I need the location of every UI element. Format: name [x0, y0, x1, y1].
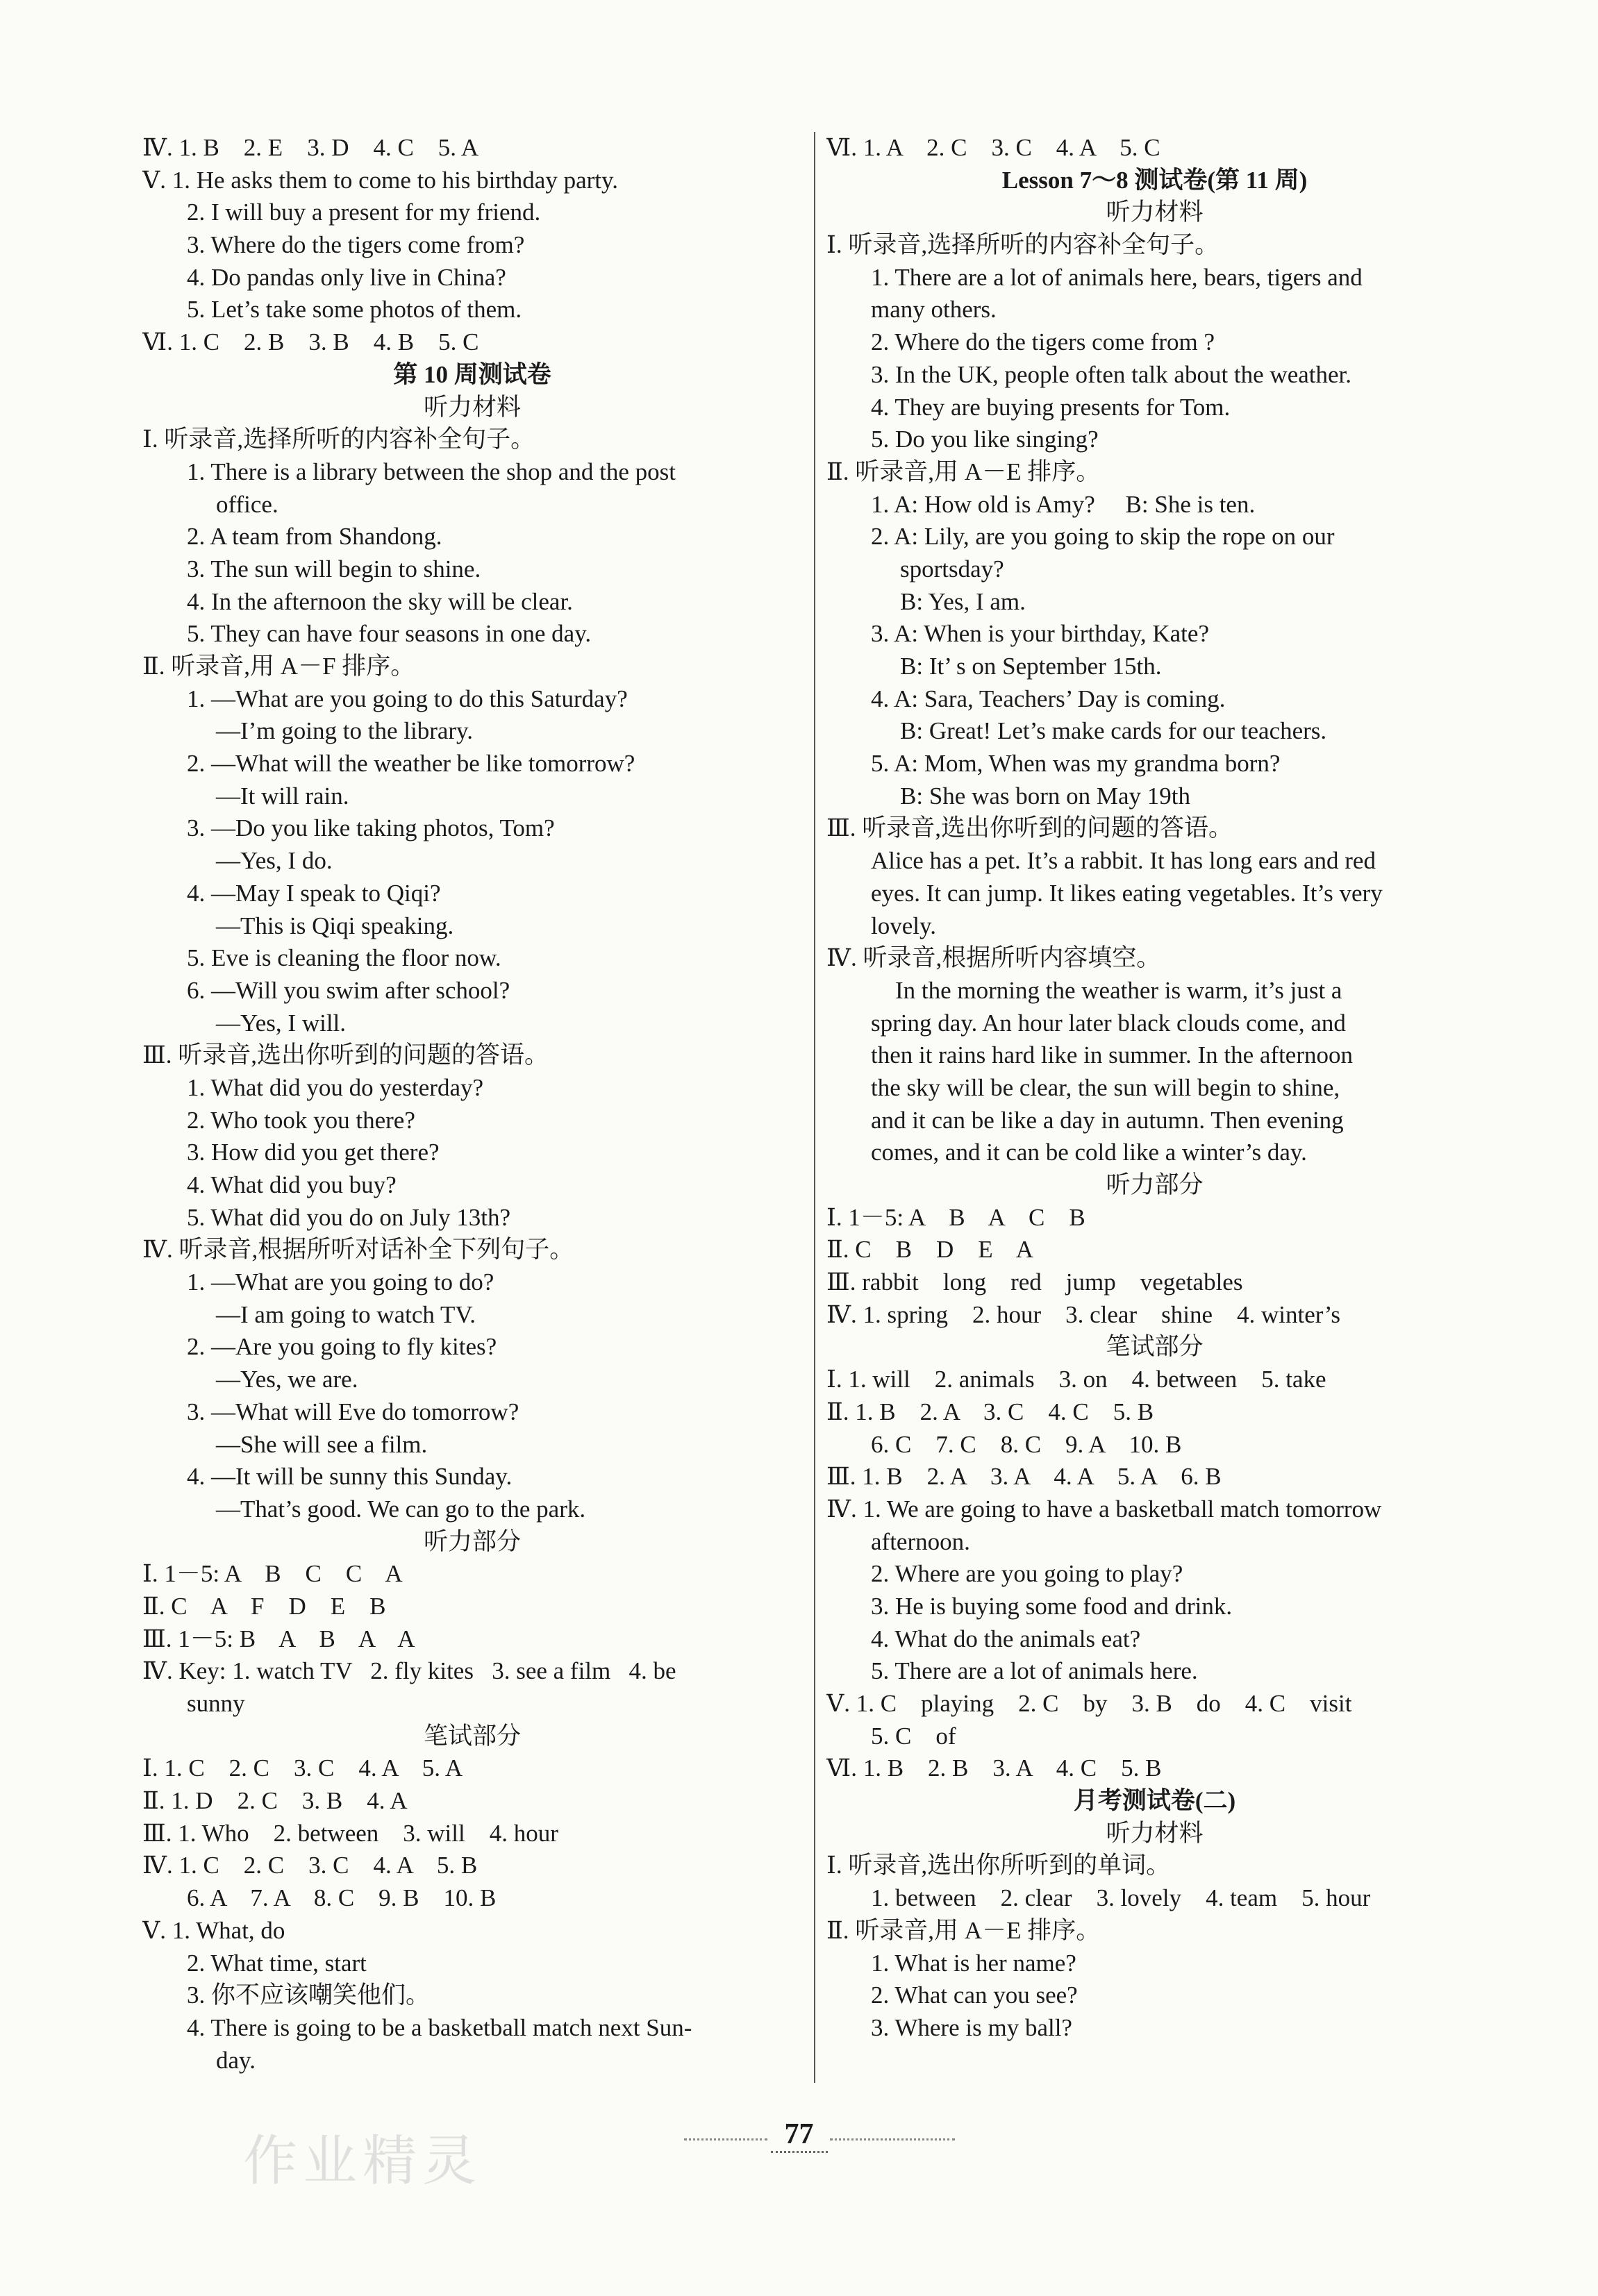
text-line: Ⅵ. 1. B 2. B 3. A 4. C 5. B	[826, 1754, 1162, 1782]
text-line: Ⅳ. 听录音,根据所听内容填空。	[826, 944, 1161, 972]
text-line: 4. In the afternoon the sky will be clear.	[187, 587, 573, 615]
text-line: B: It’ s on September 15th.	[900, 653, 1162, 680]
section-heading: 听力部分	[423, 1527, 521, 1555]
section-heading: 月考测试卷(二)	[1073, 1787, 1236, 1815]
text-line: 3. The sun will begin to shine.	[187, 555, 481, 583]
text-line: 1. —What are you going to do?	[187, 1268, 494, 1296]
text-line: B: Yes, I am.	[900, 587, 1026, 615]
text-line: 3. —Do you like taking photos, Tom?	[187, 814, 555, 842]
text-line: Ⅲ. 1. B 2. A 3. A 4. A 5. A 6. B	[826, 1463, 1222, 1491]
text-line: Ⅳ. 1. B 2. E 3. D 4. C 5. A	[142, 134, 479, 161]
text-line: Ⅱ. 听录音,用 A－E 排序。	[826, 1916, 1101, 1944]
text-line: Ⅴ. 1. C playing 2. C by 3. B do 4. C visit	[826, 1690, 1352, 1717]
text-line: 2. What time, start	[187, 1949, 367, 1977]
section-heading: 听力部分	[1106, 1171, 1204, 1198]
text-line: many others.	[871, 296, 997, 324]
section-heading: 第 10 周测试卷	[393, 360, 551, 388]
text-line: 1. A: How old is Amy? B: She is ten.	[871, 490, 1256, 518]
column-divider	[814, 132, 815, 2083]
text-line: —Yes, we are.	[216, 1366, 358, 1393]
text-line: —Yes, I do.	[216, 847, 333, 875]
text-line: 3. Where is my ball?	[871, 2013, 1072, 2041]
text-line: 4. They are buying presents for Tom.	[871, 393, 1231, 421]
text-line: 1. between 2. clear 3. lovely 4. team 5. hour	[871, 1884, 1371, 1912]
right-column	[826, 132, 1483, 2045]
text-line: —I’m going to the library.	[216, 717, 474, 745]
text-line: spring day. An hour later black clouds come, and	[871, 1009, 1346, 1037]
text-line: 2. I will buy a present for my friend.	[187, 199, 541, 226]
text-line: Ⅱ. C B D E A	[826, 1236, 1033, 1264]
text-line: 5. What did you do on July 13th?	[187, 1203, 510, 1231]
text-line: 2. Where are you going to play?	[871, 1560, 1183, 1588]
text-line: 4. What did you buy?	[187, 1171, 397, 1198]
text-line: Ⅲ. 1－5: B A B A A	[142, 1625, 415, 1652]
text-line: 4. —It will be sunny this Sunday.	[187, 1463, 513, 1491]
text-line: 5. A: Mom, When was my grandma born?	[871, 750, 1281, 778]
text-line: 6. C 7. C 8. C 9. A 10. B	[871, 1430, 1182, 1458]
text-line: Ⅰ. 1－5: A B A C B	[826, 1203, 1085, 1231]
text-line: lovely.	[871, 912, 936, 939]
text-line: 5. They can have four seasons in one day.	[187, 620, 592, 648]
text-line: Ⅰ. 听录音,选择所听的内容补全句子。	[826, 231, 1220, 259]
section-heading: Lesson 7～8 测试卷(第 11 周)	[1001, 166, 1308, 194]
text-line: 3. He is buying some food and drink.	[871, 1592, 1233, 1620]
text-line: 3. How did you get there?	[187, 1139, 440, 1166]
text-line: Ⅳ. 1. We are going to have a basketball match tomorrow	[826, 1495, 1382, 1523]
section-heading: 听力材料	[1106, 199, 1204, 226]
text-line: 2. Where do the tigers come from ?	[871, 328, 1215, 356]
text-line: 5. C of	[871, 1722, 956, 1750]
text-line: 1. —What are you going to do this Saturday?	[187, 685, 628, 712]
text-line: Ⅲ. 听录音,选出你听到的问题的答语。	[142, 1041, 549, 1069]
text-line: Ⅲ. 1. Who 2. between 3. will 4. hour	[142, 1819, 558, 1847]
text-line: office.	[216, 490, 278, 518]
text-line: then it rains hard like in summer. In the afternoon	[871, 1041, 1353, 1069]
text-line: 4. Do pandas only live in China?	[187, 263, 506, 291]
text-line: 2. Who took you there?	[187, 1106, 415, 1134]
text-line: —She will see a film.	[216, 1430, 428, 1458]
text-line: eyes. It can jump. It likes eating vegetables. It’s very	[871, 879, 1383, 907]
text-line: —It will rain.	[216, 782, 349, 810]
text-line: 2. What can you see?	[871, 1981, 1078, 2009]
section-heading: 笔试部分	[423, 1722, 521, 1750]
text-line: 4. —May I speak to Qiqi?	[187, 879, 441, 907]
text-line: 1. What is her name?	[871, 1949, 1076, 1977]
text-line: Ⅱ. 听录音,用 A－F 排序。	[142, 653, 415, 680]
text-line: sportsday?	[900, 555, 1004, 583]
text-line: Ⅲ. rabbit long red jump vegetables	[826, 1268, 1243, 1296]
text-line: Ⅰ. 听录音,选出你所听到的单词。	[826, 1852, 1171, 1879]
text-line: 3. In the UK, people often talk about the weather.	[871, 360, 1352, 388]
text-line: 5. There are a lot of animals here.	[871, 1657, 1198, 1685]
text-line: —This is Qiqi speaking.	[216, 912, 454, 939]
text-line: 1. What did you do yesterday?	[187, 1073, 484, 1101]
text-line: 4. What do the animals eat?	[871, 1625, 1141, 1652]
text-line: B: She was born on May 19th	[900, 782, 1191, 810]
text-line: Ⅱ. 1. B 2. A 3. C 4. C 5. B	[826, 1398, 1154, 1425]
text-line: and it can be like a day in autumn. Then evening	[871, 1106, 1344, 1134]
text-line: 2. —What will the weather be like tomorrow?	[187, 750, 635, 778]
text-line: Ⅲ. 听录音,选出你听到的问题的答语。	[826, 814, 1233, 842]
text-line: comes, and it can be cold like a winter’s day.	[871, 1139, 1307, 1166]
text-line: Ⅴ. 1. He asks them to come to his birthday party.	[142, 166, 618, 194]
text-line: 1. There is a library between the shop and the post	[187, 458, 676, 485]
section-heading: 听力材料	[1106, 1819, 1204, 1847]
text-line: —Yes, I will.	[216, 1009, 347, 1037]
watermark-logo: 作业精灵	[243, 2130, 483, 2193]
text-line: Alice has a pet. It’s a rabbit. It has long ears and red	[871, 847, 1376, 875]
text-line: 2. A team from Shandong.	[187, 523, 442, 551]
text-line: 1. There are a lot of animals here, bears, tigers and	[871, 263, 1363, 291]
text-line: B: Great! Let’s make cards for our teachers.	[900, 717, 1327, 745]
text-line: Ⅵ. 1. A 2. C 3. C 4. A 5. C	[826, 134, 1160, 161]
text-line: —That’s good. We can go to the park.	[216, 1495, 586, 1523]
text-line: 6. —Will you swim after school?	[187, 976, 510, 1004]
text-line: Ⅰ. 1－5: A B C C A	[142, 1560, 403, 1588]
text-line: Ⅳ. 听录音,根据所听对话补全下列句子。	[142, 1236, 574, 1264]
text-line: 2. —Are you going to fly kites?	[187, 1333, 497, 1361]
text-line: 3. —What will Eve do tomorrow?	[187, 1398, 519, 1425]
text-line: 2. A: Lily, are you going to skip the rope on our	[871, 523, 1335, 551]
text-line: Ⅳ. Key: 1. watch TV 2. fly kites 3. see a film 4. be	[142, 1657, 676, 1685]
text-line: Ⅳ. 1. spring 2. hour 3. clear shine 4. winter’s	[826, 1300, 1341, 1328]
text-line: 4. A: Sara, Teachers’ Day is coming.	[871, 685, 1226, 712]
text-line: day.	[216, 2046, 256, 2074]
text-line: Ⅰ. 1. will 2. animals 3. on 4. between 5. take	[826, 1366, 1326, 1393]
text-line: Ⅱ. 1. D 2. C 3. B 4. A	[142, 1787, 408, 1815]
text-line: afternoon.	[871, 1527, 970, 1555]
text-line: Ⅳ. 1. C 2. C 3. C 4. A 5. B	[142, 1852, 478, 1879]
text-line: 6. A 7. A 8. C 9. B 10. B	[187, 1884, 497, 1912]
text-line: 5. Eve is cleaning the floor now.	[187, 944, 501, 972]
text-line: Ⅴ. 1. What, do	[142, 1916, 285, 1944]
text-line: Ⅱ. 听录音,用 A－E 排序。	[826, 458, 1101, 485]
section-heading: 听力材料	[423, 393, 521, 421]
text-line: 3. A: When is your birthday, Kate?	[871, 620, 1209, 648]
text-line: 5. Do you like singing?	[871, 426, 1099, 453]
page-number: 77	[0, 2118, 1598, 2153]
text-line: In the morning the weather is warm, it’s just a	[871, 976, 1342, 1004]
text-line: Ⅵ. 1. C 2. B 3. B 4. B 5. C	[142, 328, 479, 356]
text-line: 4. There is going to be a basketball match next Sun-	[187, 2013, 692, 2041]
text-line: Ⅱ. C A F D E B	[142, 1592, 386, 1620]
text-line: 3. Where do the tigers come from?	[187, 231, 525, 259]
text-line: —I am going to watch TV.	[216, 1300, 476, 1328]
text-line: 5. Let’s take some photos of them.	[187, 296, 522, 324]
text-line: Ⅰ. 1. C 2. C 3. C 4. A 5. A	[142, 1754, 463, 1782]
text-line: sunny	[187, 1690, 245, 1717]
left-column	[142, 132, 802, 2077]
text-line: the sky will be clear, the sun will begin to shine,	[871, 1073, 1340, 1101]
text-line: 3. 你不应该嘲笑他们。	[187, 1981, 431, 2009]
section-heading: 笔试部分	[1106, 1333, 1204, 1361]
text-line: Ⅰ. 听录音,选择所听的内容补全句子。	[142, 426, 535, 453]
